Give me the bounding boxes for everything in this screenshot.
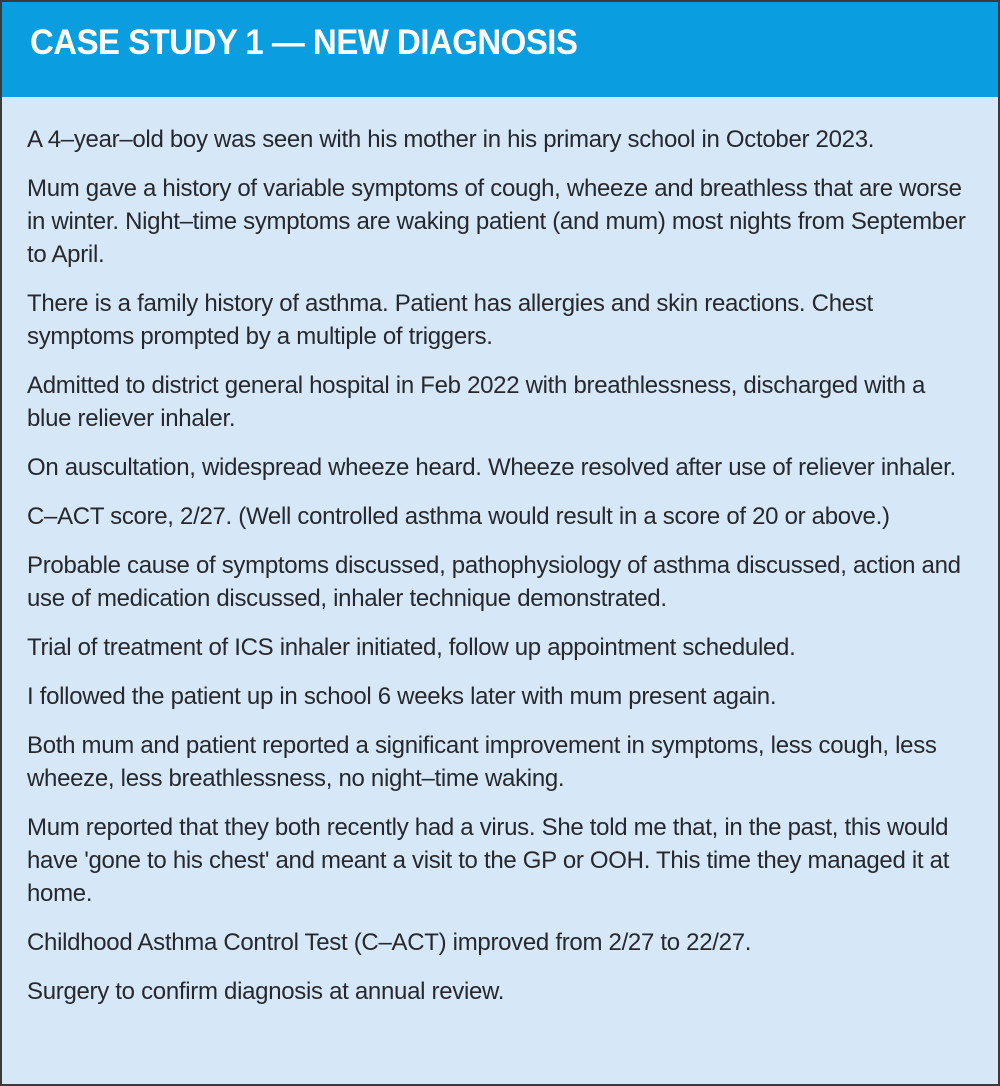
- case-paragraph: Mum reported that they both recently had a virus. She told me that, in the past, this would have 'gone to his chest' and meant a visit to the GP or OOH. This time they managed it at home.: [27, 814, 950, 907]
- case-paragraph: Both mum and patient reported a significant improvement in symptoms, less cough, less wheeze, less breathlessness, no night–time waking.: [27, 732, 937, 792]
- case-paragraph: There is a family history of asthma. Patient has allergies and skin reactions. Chest symptoms prompted by a multiple of triggers.: [27, 290, 873, 350]
- case-paragraph: Surgery to confirm diagnosis at annual review.: [27, 978, 505, 1005]
- case-paragraph: Probable cause of symptoms discussed, pathophysiology of asthma discussed, action and use of medication discussed, inhaler technique demonstrated.: [27, 552, 961, 612]
- case-paragraph: Trial of treatment of ICS inhaler initiated, follow up appointment scheduled.: [27, 634, 796, 661]
- case-study-body: [2, 97, 998, 1028]
- case-paragraph: A 4–year–old boy was seen with his mother in his primary school in October 2023.: [27, 126, 875, 153]
- case-study-title: CASE STUDY 1 — NEW DIAGNOSIS: [30, 22, 578, 62]
- case-paragraph: Mum gave a history of variable symptoms of cough, wheeze and breathless that are worse in winter. Night–time symptoms are waking patient (and mum) most nights from September to April.: [27, 175, 966, 268]
- case-paragraph: On auscultation, widespread wheeze heard. Wheeze resolved after use of reliever inhaler.: [27, 454, 956, 481]
- case-paragraph: I followed the patient up in school 6 weeks later with mum present again.: [27, 683, 777, 710]
- case-paragraph: Childhood Asthma Control Test (C–ACT) improved from 2/27 to 22/27.: [27, 929, 752, 956]
- case-study-header: [2, 2, 998, 97]
- case-paragraph: Admitted to district general hospital in Feb 2022 with breathlessness, discharged with a blue reliever inhaler.: [27, 372, 926, 432]
- case-paragraph: C–ACT score, 2/27. (Well controlled asthma would result in a score of 20 or above.): [27, 503, 890, 530]
